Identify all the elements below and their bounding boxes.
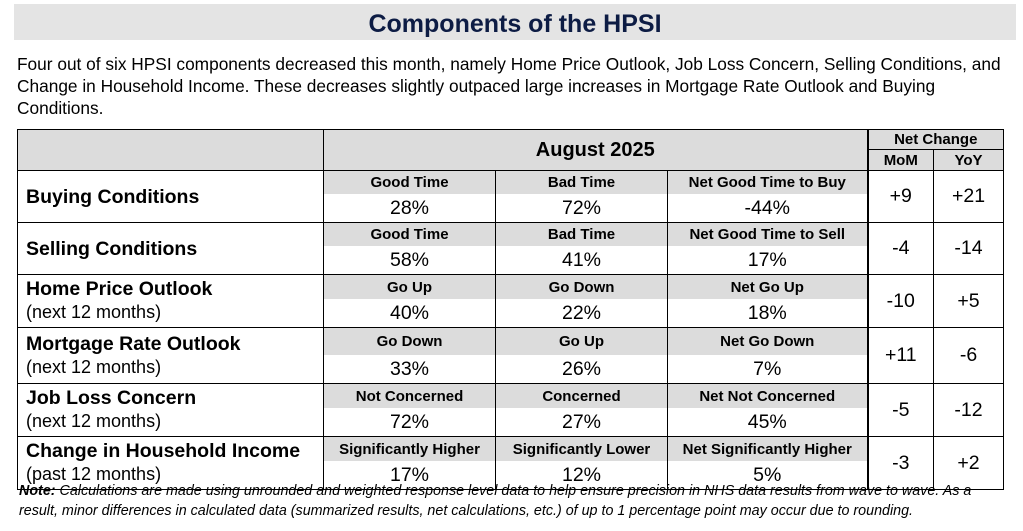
hpsi-components-table <box>17 129 1004 490</box>
net-response-value: 18% <box>668 299 868 328</box>
response-2-header: Bad Time <box>496 171 668 195</box>
response-2-header: Bad Time <box>496 223 668 247</box>
component-period: (past 12 months) <box>26 464 162 484</box>
net-response-value: 45% <box>668 408 868 437</box>
component-label-cell <box>18 223 324 275</box>
header-blank-cell <box>18 130 324 171</box>
response-2-value: 12% <box>496 461 668 490</box>
table-row <box>18 171 1004 195</box>
table-row <box>18 328 1004 356</box>
net-response-header: Net Go Down <box>668 328 868 356</box>
response-1-header: Go Up <box>324 275 496 300</box>
net-response-header: Net Not Concerned <box>668 384 868 409</box>
net-response-value: -44% <box>668 194 868 223</box>
mom-change: +9 <box>868 171 934 223</box>
table-header-row <box>18 130 1004 150</box>
yoy-change: -14 <box>934 223 1004 275</box>
component-label-cell <box>18 275 324 328</box>
response-2-value: 22% <box>496 299 668 328</box>
net-response-value: 17% <box>668 246 868 275</box>
net-response-header: Net Good Time to Sell <box>668 223 868 247</box>
note-text: Calculations are made using unrounded and weighted response level data to help ensure precision in NHS data results from wave to wave. As a result, minor differences in calculated data (summarized results, net calculations, etc.) of up to 1 percentage point may occur due to rounding. <box>19 483 972 519</box>
component-name: Buying Conditions <box>26 185 200 208</box>
table-row <box>18 384 1004 409</box>
yoy-change: +21 <box>934 171 1004 223</box>
component-period: (next 12 months) <box>26 302 162 322</box>
component-label-cell <box>18 171 324 223</box>
table-row <box>18 223 1004 247</box>
component-period: (next 12 months) <box>26 356 162 377</box>
response-2-header: Go Up <box>496 328 668 356</box>
response-2-value: 26% <box>496 355 668 384</box>
page-title: Components of the HPSI <box>368 10 662 38</box>
yoy-change: +5 <box>934 275 1004 328</box>
response-1-header: Good Time <box>324 223 496 247</box>
month-header: August 2025 <box>324 130 868 171</box>
response-1-header: Go Down <box>324 328 496 356</box>
yoy-change: -12 <box>934 384 1004 437</box>
mom-change: +11 <box>868 328 934 384</box>
component-name: Change in Household Income <box>26 440 301 462</box>
yoy-change: -6 <box>934 328 1004 384</box>
response-1-value: 72% <box>324 408 496 437</box>
component-period: (next 12 months) <box>26 411 162 431</box>
response-1-value: 17% <box>324 461 496 490</box>
component-name: Selling Conditions <box>26 237 198 260</box>
yoy-change: +2 <box>934 437 1004 490</box>
component-name: Home Price Outlook <box>26 278 213 300</box>
net-change-header: Net Change <box>868 130 1004 150</box>
mom-header: MoM <box>868 150 934 171</box>
mom-change: -4 <box>868 223 934 275</box>
mom-change: -10 <box>868 275 934 328</box>
response-1-header: Good Time <box>324 171 496 195</box>
mom-change: -3 <box>868 437 934 490</box>
response-1-header: Not Concerned <box>324 384 496 409</box>
component-name: Job Loss Concern <box>26 387 197 409</box>
mom-change: -5 <box>868 384 934 437</box>
net-response-header: Net Significantly Higher <box>668 437 868 462</box>
response-1-header: Significantly Higher <box>324 437 496 462</box>
response-1-value: 58% <box>324 246 496 275</box>
note-prefix: Note: <box>19 483 56 499</box>
net-response-header: Net Go Up <box>668 275 868 300</box>
table-row <box>18 275 1004 300</box>
component-label-cell <box>18 384 324 437</box>
net-response-header: Net Good Time to Buy <box>668 171 868 195</box>
response-2-value: 41% <box>496 246 668 275</box>
response-1-value: 33% <box>324 355 496 384</box>
response-1-value: 40% <box>324 299 496 328</box>
yoy-header: YoY <box>934 150 1004 171</box>
net-response-value: 7% <box>668 355 868 384</box>
table-row <box>18 437 1004 462</box>
footnote <box>19 481 1009 521</box>
component-label-cell <box>18 328 324 384</box>
response-2-value: 27% <box>496 408 668 437</box>
response-2-header: Significantly Lower <box>496 437 668 462</box>
intro-paragraph: Four out of six HPSI components decreased this month, namely Home Price Outlook, Job Loss Concern, Selling Conditions, and Change in Household Income. These decreases slightly outpaced large increases in Mortgage Rate Outlook and Buying Conditions. <box>17 54 1001 118</box>
response-1-value: 28% <box>324 194 496 223</box>
title-banner <box>14 4 1016 40</box>
component-name: Mortgage Rate Outlook <box>26 332 241 355</box>
response-2-header: Go Down <box>496 275 668 300</box>
net-response-value: 5% <box>668 461 868 490</box>
response-2-header: Concerned <box>496 384 668 409</box>
response-2-value: 72% <box>496 194 668 223</box>
